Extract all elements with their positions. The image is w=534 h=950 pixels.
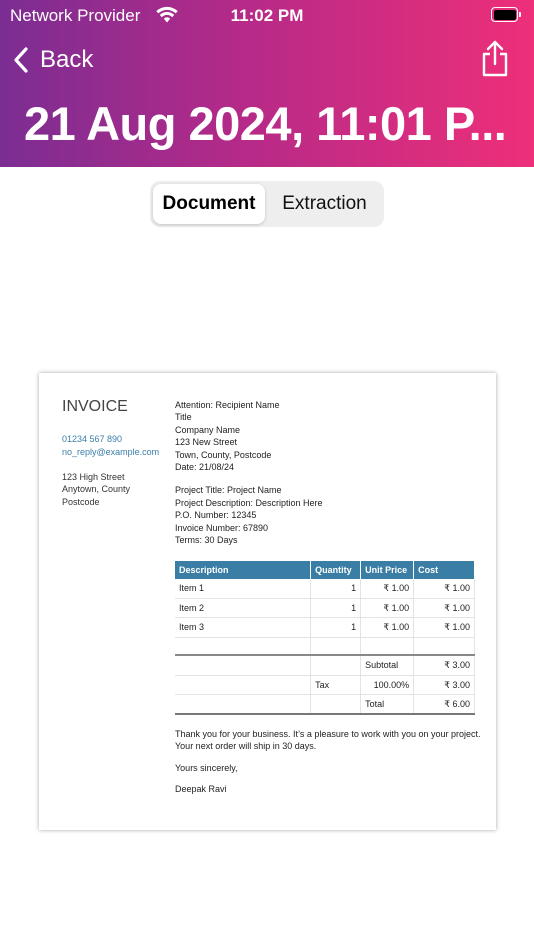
project-line: Project Description: Description Here: [175, 497, 323, 508]
table-header: Quantity: [311, 561, 361, 579]
tax-row: [175, 675, 475, 694]
segment-document[interactable]: Document: [153, 184, 265, 224]
sender-column: [62, 397, 172, 508]
project-line: P.O. Number: 12345: [175, 510, 257, 521]
back-button[interactable]: [10, 44, 93, 76]
recipient-block: [175, 399, 475, 473]
closing-section: [175, 728, 481, 805]
table-cell: ₹ 1.00: [414, 579, 475, 598]
document-preview[interactable]: [39, 373, 496, 830]
table-cell: 1: [311, 598, 361, 617]
table-cell: ₹ 1.00: [361, 618, 414, 637]
table-cell: ₹ 1.00: [361, 598, 414, 617]
tax-rate: 100.00%: [361, 675, 414, 694]
project-line: Project Title: Project Name: [175, 485, 282, 496]
share-icon: [480, 40, 510, 78]
total-row: [175, 694, 475, 714]
thanks-line: Thank you for your business. It’s a pleasure to work with you on your project.: [175, 729, 481, 739]
header: [0, 0, 534, 167]
project-line: Invoice Number: 67890: [175, 522, 269, 533]
table-header: Cost: [414, 561, 475, 579]
sender-address-line: Postcode: [62, 496, 100, 507]
tax-value: ₹ 3.00: [414, 675, 475, 694]
table-cell: ₹ 1.00: [361, 579, 414, 598]
total-value: ₹ 6.00: [414, 694, 475, 714]
segment-extraction[interactable]: Extraction: [282, 193, 367, 214]
sign-off: Yours sincerely,: [175, 762, 238, 773]
table-cell: Item 2: [175, 598, 311, 617]
table-cell: Item 3: [175, 618, 311, 637]
recipient-line: Title: [175, 412, 192, 423]
recipient-line: Attention: Recipient Name: [175, 400, 280, 410]
recipient-line: Date: 21/08/24: [175, 462, 235, 473]
sender-phone: 01234 567 890: [62, 434, 123, 444]
thanks-line: Your next order will ship in 30 days.: [175, 741, 317, 752]
table-row: [175, 598, 475, 617]
table-cell: Item 1: [175, 579, 311, 598]
share-button[interactable]: [480, 40, 510, 78]
project-line: Terms: 30 Days: [175, 535, 238, 546]
tax-label: Tax: [311, 675, 361, 694]
sender-address: [62, 471, 172, 508]
page-title: 21 Aug 2024, 11:01 P...: [24, 97, 507, 150]
sender-address-line: 123 High Street: [62, 472, 125, 482]
segmented-control: [150, 181, 384, 227]
table-row: [175, 637, 475, 655]
recipient-line: Town, County, Postcode: [175, 449, 272, 460]
table-cell: ₹ 1.00: [414, 618, 475, 637]
status-bar: [0, 0, 534, 32]
subtotal-row: [175, 655, 475, 675]
back-label: Back: [40, 46, 94, 73]
battery-icon: [491, 7, 522, 23]
carrier-name: Network Provider: [10, 6, 141, 25]
table-cell: 1: [311, 618, 361, 637]
subtotal-value: ₹ 3.00: [414, 655, 475, 675]
signature-name: Deepak Ravi: [175, 784, 227, 795]
table-header-row: [175, 561, 475, 579]
status-time: 11:02 PM: [230, 6, 304, 25]
table-cell: 1: [311, 579, 361, 598]
sender-address-line: Anytown, County: [62, 484, 131, 495]
table-row: [175, 618, 475, 637]
recipient-column: [175, 399, 475, 557]
table-header: Description: [175, 561, 311, 579]
project-block: [175, 484, 475, 546]
sender-email: no_reply@example.com: [62, 447, 160, 457]
table-header: Unit Price: [361, 561, 414, 579]
chevron-left-icon: [10, 44, 34, 76]
subtotal-label: Subtotal: [361, 655, 414, 675]
thanks-message: [175, 728, 481, 753]
table-cell: ₹ 1.00: [414, 598, 475, 617]
recipient-line: 123 New Street: [175, 437, 238, 448]
table-row: [175, 579, 475, 598]
total-label: Total: [361, 694, 414, 714]
recipient-line: Company Name: [175, 424, 241, 435]
invoice-table: [175, 561, 475, 715]
invoice-heading: INVOICE: [62, 398, 128, 415]
